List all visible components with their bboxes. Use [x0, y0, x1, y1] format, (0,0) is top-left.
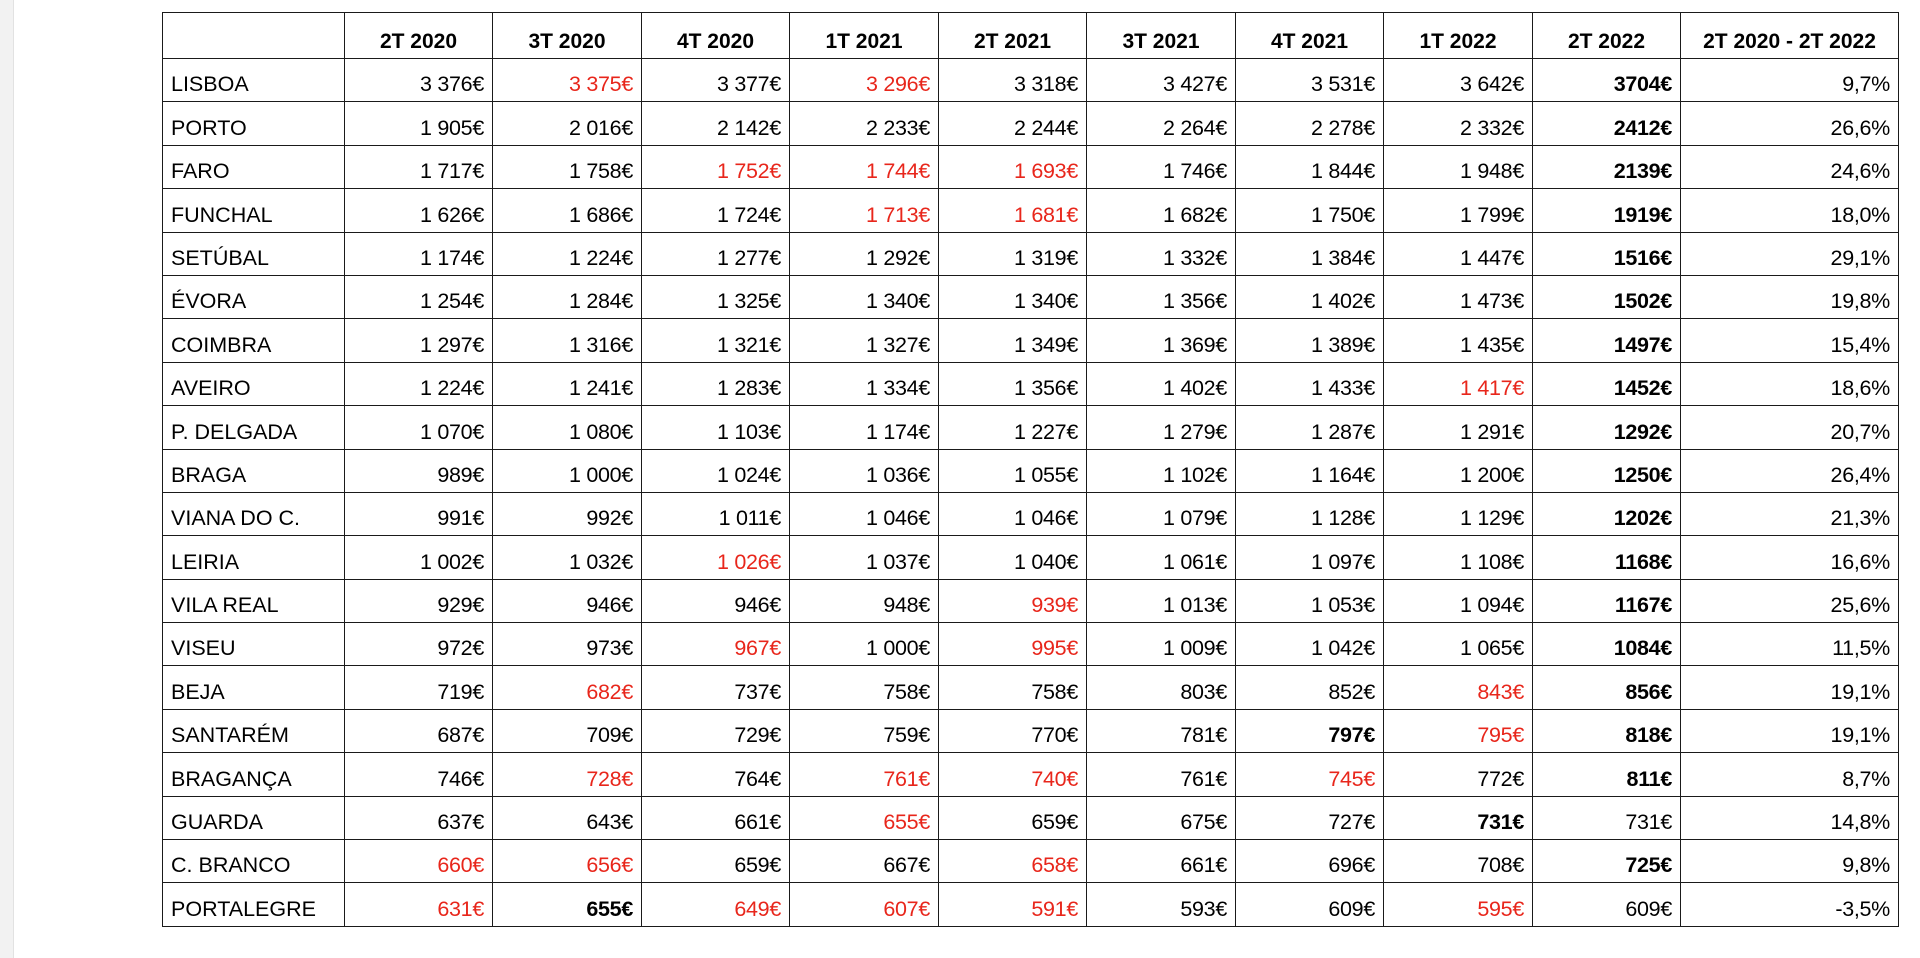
- value-cell: 708€: [1384, 840, 1533, 883]
- value-cell: 1919€: [1533, 189, 1681, 232]
- value-cell: 1250€: [1533, 449, 1681, 492]
- value-cell: 607€: [790, 883, 939, 926]
- value-cell: 3 296€: [790, 59, 939, 102]
- table-row: [163, 796, 1899, 839]
- value-cell: 731€: [1533, 796, 1681, 839]
- city-cell: BEJA: [163, 666, 345, 709]
- city-cell: FARO: [163, 145, 345, 188]
- value-cell: 659€: [939, 796, 1087, 839]
- value-cell: 1 316€: [493, 319, 642, 362]
- value-cell: 1 037€: [790, 536, 939, 579]
- value-cell: 1 036€: [790, 449, 939, 492]
- value-cell: 1 164€: [1236, 449, 1384, 492]
- value-cell: 727€: [1236, 796, 1384, 839]
- value-cell: 745€: [1236, 753, 1384, 796]
- change-cell: 8,7%: [1681, 753, 1899, 796]
- value-cell: 661€: [1087, 840, 1236, 883]
- value-cell: 1 224€: [345, 362, 493, 405]
- value-cell: 758€: [790, 666, 939, 709]
- value-cell: 1 079€: [1087, 492, 1236, 535]
- value-cell: 2 233€: [790, 102, 939, 145]
- value-cell: 1 046€: [939, 492, 1087, 535]
- value-cell: 967€: [642, 623, 790, 666]
- change-cell: -3,5%: [1681, 883, 1899, 926]
- change-cell: 14,8%: [1681, 796, 1899, 839]
- value-cell: 667€: [790, 840, 939, 883]
- rent-table: [162, 12, 1899, 927]
- value-cell: 675€: [1087, 796, 1236, 839]
- change-cell: 20,7%: [1681, 406, 1899, 449]
- value-cell: 1168€: [1533, 536, 1681, 579]
- value-cell: 1 277€: [642, 232, 790, 275]
- value-cell: 3 642€: [1384, 59, 1533, 102]
- value-cell: 1 055€: [939, 449, 1087, 492]
- table-row: [163, 362, 1899, 405]
- value-cell: 1 011€: [642, 492, 790, 535]
- change-cell: 24,6%: [1681, 145, 1899, 188]
- value-cell: 1 356€: [939, 362, 1087, 405]
- value-cell: 1 254€: [345, 275, 493, 318]
- table-row: [163, 709, 1899, 752]
- value-cell: 781€: [1087, 709, 1236, 752]
- header-cell-2t-2021: 2T 2021: [939, 13, 1087, 59]
- value-cell: 1452€: [1533, 362, 1681, 405]
- value-cell: 1 128€: [1236, 492, 1384, 535]
- value-cell: 591€: [939, 883, 1087, 926]
- value-cell: 1 002€: [345, 536, 493, 579]
- value-cell: 797€: [1236, 709, 1384, 752]
- header-cell-change: 2T 2020 - 2T 2022: [1681, 13, 1899, 59]
- value-cell: 1 433€: [1236, 362, 1384, 405]
- value-cell: 1 744€: [790, 145, 939, 188]
- value-cell: 1 332€: [1087, 232, 1236, 275]
- value-cell: 1202€: [1533, 492, 1681, 535]
- value-cell: 1 758€: [493, 145, 642, 188]
- change-cell: 19,1%: [1681, 709, 1899, 752]
- header-cell-4t-2021: 4T 2021: [1236, 13, 1384, 59]
- value-cell: 1 473€: [1384, 275, 1533, 318]
- value-cell: 1 327€: [790, 319, 939, 362]
- value-cell: 1 040€: [939, 536, 1087, 579]
- table-row: [163, 102, 1899, 145]
- table-body: [163, 59, 1899, 927]
- value-cell: 852€: [1236, 666, 1384, 709]
- value-cell: 795€: [1384, 709, 1533, 752]
- table-row: [163, 666, 1899, 709]
- value-cell: 1 024€: [642, 449, 790, 492]
- table-row: [163, 59, 1899, 102]
- value-cell: 1 681€: [939, 189, 1087, 232]
- value-cell: 1 717€: [345, 145, 493, 188]
- value-cell: 696€: [1236, 840, 1384, 883]
- value-cell: 1 447€: [1384, 232, 1533, 275]
- header-cell-2t-2020: 2T 2020: [345, 13, 493, 59]
- header-cell-1t-2021: 1T 2021: [790, 13, 939, 59]
- value-cell: 1 000€: [790, 623, 939, 666]
- table-row: [163, 840, 1899, 883]
- header-row: [163, 13, 1899, 59]
- value-cell: 1 046€: [790, 492, 939, 535]
- value-cell: 811€: [1533, 753, 1681, 796]
- value-cell: 609€: [1533, 883, 1681, 926]
- table-row: [163, 883, 1899, 926]
- change-cell: 19,1%: [1681, 666, 1899, 709]
- change-cell: 15,4%: [1681, 319, 1899, 362]
- value-cell: 728€: [493, 753, 642, 796]
- header-cell-3t-2020: 3T 2020: [493, 13, 642, 59]
- city-cell: PORTALEGRE: [163, 883, 345, 926]
- value-cell: 649€: [642, 883, 790, 926]
- value-cell: 992€: [493, 492, 642, 535]
- value-cell: 1 279€: [1087, 406, 1236, 449]
- value-cell: 1 070€: [345, 406, 493, 449]
- value-cell: 1 319€: [939, 232, 1087, 275]
- value-cell: 1 013€: [1087, 579, 1236, 622]
- value-cell: 2 278€: [1236, 102, 1384, 145]
- city-cell: FUNCHAL: [163, 189, 345, 232]
- window-left-edge: [0, 0, 14, 958]
- value-cell: 2 264€: [1087, 102, 1236, 145]
- city-cell: C. BRANCO: [163, 840, 345, 883]
- change-cell: 18,0%: [1681, 189, 1899, 232]
- value-cell: 818€: [1533, 709, 1681, 752]
- city-cell: PORTO: [163, 102, 345, 145]
- city-cell: SETÚBAL: [163, 232, 345, 275]
- city-cell: COIMBRA: [163, 319, 345, 362]
- value-cell: 1 053€: [1236, 579, 1384, 622]
- header-cell-2t-2022: 2T 2022: [1533, 13, 1681, 59]
- value-cell: 2 244€: [939, 102, 1087, 145]
- value-cell: 973€: [493, 623, 642, 666]
- value-cell: 1 349€: [939, 319, 1087, 362]
- value-cell: 737€: [642, 666, 790, 709]
- value-cell: 1 291€: [1384, 406, 1533, 449]
- value-cell: 709€: [493, 709, 642, 752]
- value-cell: 2139€: [1533, 145, 1681, 188]
- value-cell: 1 287€: [1236, 406, 1384, 449]
- value-cell: 1 224€: [493, 232, 642, 275]
- value-cell: 1 686€: [493, 189, 642, 232]
- table-row: [163, 319, 1899, 362]
- table-row: [163, 753, 1899, 796]
- value-cell: 595€: [1384, 883, 1533, 926]
- value-cell: 1 200€: [1384, 449, 1533, 492]
- table-row: [163, 492, 1899, 535]
- table-row: [163, 623, 1899, 666]
- value-cell: 740€: [939, 753, 1087, 796]
- value-cell: 1497€: [1533, 319, 1681, 362]
- value-cell: 1 174€: [345, 232, 493, 275]
- value-cell: 2 332€: [1384, 102, 1533, 145]
- value-cell: 856€: [1533, 666, 1681, 709]
- city-cell: VIANA DO C.: [163, 492, 345, 535]
- value-cell: 972€: [345, 623, 493, 666]
- value-cell: 1 746€: [1087, 145, 1236, 188]
- value-cell: 2 142€: [642, 102, 790, 145]
- value-cell: 731€: [1384, 796, 1533, 839]
- value-cell: 3 375€: [493, 59, 642, 102]
- city-cell: LEIRIA: [163, 536, 345, 579]
- table-row: [163, 536, 1899, 579]
- change-cell: 16,6%: [1681, 536, 1899, 579]
- value-cell: 655€: [790, 796, 939, 839]
- value-cell: 843€: [1384, 666, 1533, 709]
- value-cell: 725€: [1533, 840, 1681, 883]
- value-cell: 746€: [345, 753, 493, 796]
- value-cell: 2 016€: [493, 102, 642, 145]
- value-cell: 1 032€: [493, 536, 642, 579]
- value-cell: 1 844€: [1236, 145, 1384, 188]
- city-cell: BRAGA: [163, 449, 345, 492]
- city-cell: SANTARÉM: [163, 709, 345, 752]
- value-cell: 929€: [345, 579, 493, 622]
- change-cell: 25,6%: [1681, 579, 1899, 622]
- value-cell: 803€: [1087, 666, 1236, 709]
- value-cell: 1 283€: [642, 362, 790, 405]
- value-cell: 1 241€: [493, 362, 642, 405]
- city-cell: ÉVORA: [163, 275, 345, 318]
- value-cell: 761€: [790, 753, 939, 796]
- value-cell: 1 369€: [1087, 319, 1236, 362]
- table-row: [163, 145, 1899, 188]
- change-cell: 21,3%: [1681, 492, 1899, 535]
- value-cell: 682€: [493, 666, 642, 709]
- value-cell: 655€: [493, 883, 642, 926]
- value-cell: 1 693€: [939, 145, 1087, 188]
- table-row: [163, 406, 1899, 449]
- header-cell-4t-2020: 4T 2020: [642, 13, 790, 59]
- value-cell: 1 724€: [642, 189, 790, 232]
- value-cell: 1 340€: [939, 275, 1087, 318]
- city-cell: BRAGANÇA: [163, 753, 345, 796]
- value-cell: 658€: [939, 840, 1087, 883]
- value-cell: 1 097€: [1236, 536, 1384, 579]
- value-cell: 631€: [345, 883, 493, 926]
- value-cell: 3 376€: [345, 59, 493, 102]
- value-cell: 1502€: [1533, 275, 1681, 318]
- header-cell-city: [163, 13, 345, 59]
- value-cell: 1292€: [1533, 406, 1681, 449]
- value-cell: 1 000€: [493, 449, 642, 492]
- value-cell: 761€: [1087, 753, 1236, 796]
- change-cell: 11,5%: [1681, 623, 1899, 666]
- value-cell: 1167€: [1533, 579, 1681, 622]
- value-cell: 1 103€: [642, 406, 790, 449]
- value-cell: 1 389€: [1236, 319, 1384, 362]
- table-row: [163, 275, 1899, 318]
- value-cell: 1 042€: [1236, 623, 1384, 666]
- value-cell: 1 402€: [1236, 275, 1384, 318]
- value-cell: 1 356€: [1087, 275, 1236, 318]
- change-cell: 26,4%: [1681, 449, 1899, 492]
- header-cell-1t-2022: 1T 2022: [1384, 13, 1533, 59]
- value-cell: 3 427€: [1087, 59, 1236, 102]
- value-cell: 1 108€: [1384, 536, 1533, 579]
- value-cell: 1 065€: [1384, 623, 1533, 666]
- value-cell: 643€: [493, 796, 642, 839]
- value-cell: 3704€: [1533, 59, 1681, 102]
- value-cell: 660€: [345, 840, 493, 883]
- value-cell: 637€: [345, 796, 493, 839]
- value-cell: 1 094€: [1384, 579, 1533, 622]
- value-cell: 772€: [1384, 753, 1533, 796]
- value-cell: 939€: [939, 579, 1087, 622]
- value-cell: 989€: [345, 449, 493, 492]
- value-cell: 770€: [939, 709, 1087, 752]
- change-cell: 9,7%: [1681, 59, 1899, 102]
- value-cell: 1 325€: [642, 275, 790, 318]
- value-cell: 661€: [642, 796, 790, 839]
- city-cell: AVEIRO: [163, 362, 345, 405]
- value-cell: 1 080€: [493, 406, 642, 449]
- value-cell: 1 174€: [790, 406, 939, 449]
- value-cell: 1 026€: [642, 536, 790, 579]
- city-cell: LISBOA: [163, 59, 345, 102]
- city-cell: VILA REAL: [163, 579, 345, 622]
- value-cell: 1 292€: [790, 232, 939, 275]
- value-cell: 656€: [493, 840, 642, 883]
- change-cell: 9,8%: [1681, 840, 1899, 883]
- value-cell: 1 799€: [1384, 189, 1533, 232]
- value-cell: 1 129€: [1384, 492, 1533, 535]
- value-cell: 1 752€: [642, 145, 790, 188]
- value-cell: 1 435€: [1384, 319, 1533, 362]
- table-row: [163, 579, 1899, 622]
- value-cell: 593€: [1087, 883, 1236, 926]
- value-cell: 764€: [642, 753, 790, 796]
- value-cell: 1 905€: [345, 102, 493, 145]
- value-cell: 2412€: [1533, 102, 1681, 145]
- value-cell: 729€: [642, 709, 790, 752]
- value-cell: 3 531€: [1236, 59, 1384, 102]
- value-cell: 1 402€: [1087, 362, 1236, 405]
- value-cell: 1 626€: [345, 189, 493, 232]
- value-cell: 1 340€: [790, 275, 939, 318]
- value-cell: 1516€: [1533, 232, 1681, 275]
- value-cell: 1 297€: [345, 319, 493, 362]
- value-cell: 946€: [642, 579, 790, 622]
- value-cell: 1 682€: [1087, 189, 1236, 232]
- value-cell: 1 948€: [1384, 145, 1533, 188]
- value-cell: 995€: [939, 623, 1087, 666]
- value-cell: 991€: [345, 492, 493, 535]
- value-cell: 946€: [493, 579, 642, 622]
- city-cell: GUARDA: [163, 796, 345, 839]
- value-cell: 3 318€: [939, 59, 1087, 102]
- value-cell: 1084€: [1533, 623, 1681, 666]
- change-cell: 29,1%: [1681, 232, 1899, 275]
- value-cell: 1 713€: [790, 189, 939, 232]
- value-cell: 759€: [790, 709, 939, 752]
- value-cell: 687€: [345, 709, 493, 752]
- value-cell: 1 750€: [1236, 189, 1384, 232]
- value-cell: 1 384€: [1236, 232, 1384, 275]
- value-cell: 1 102€: [1087, 449, 1236, 492]
- table-row: [163, 189, 1899, 232]
- value-cell: 1 334€: [790, 362, 939, 405]
- value-cell: 3 377€: [642, 59, 790, 102]
- change-cell: 19,8%: [1681, 275, 1899, 318]
- header-cell-3t-2021: 3T 2021: [1087, 13, 1236, 59]
- value-cell: 1 061€: [1087, 536, 1236, 579]
- value-cell: 758€: [939, 666, 1087, 709]
- value-cell: 948€: [790, 579, 939, 622]
- value-cell: 1 009€: [1087, 623, 1236, 666]
- change-cell: 18,6%: [1681, 362, 1899, 405]
- change-cell: 26,6%: [1681, 102, 1899, 145]
- value-cell: 659€: [642, 840, 790, 883]
- value-cell: 1 284€: [493, 275, 642, 318]
- value-cell: 1 227€: [939, 406, 1087, 449]
- table-row: [163, 232, 1899, 275]
- table-row: [163, 449, 1899, 492]
- value-cell: 1 321€: [642, 319, 790, 362]
- value-cell: 719€: [345, 666, 493, 709]
- value-cell: 1 417€: [1384, 362, 1533, 405]
- value-cell: 609€: [1236, 883, 1384, 926]
- city-cell: VISEU: [163, 623, 345, 666]
- city-cell: P. DELGADA: [163, 406, 345, 449]
